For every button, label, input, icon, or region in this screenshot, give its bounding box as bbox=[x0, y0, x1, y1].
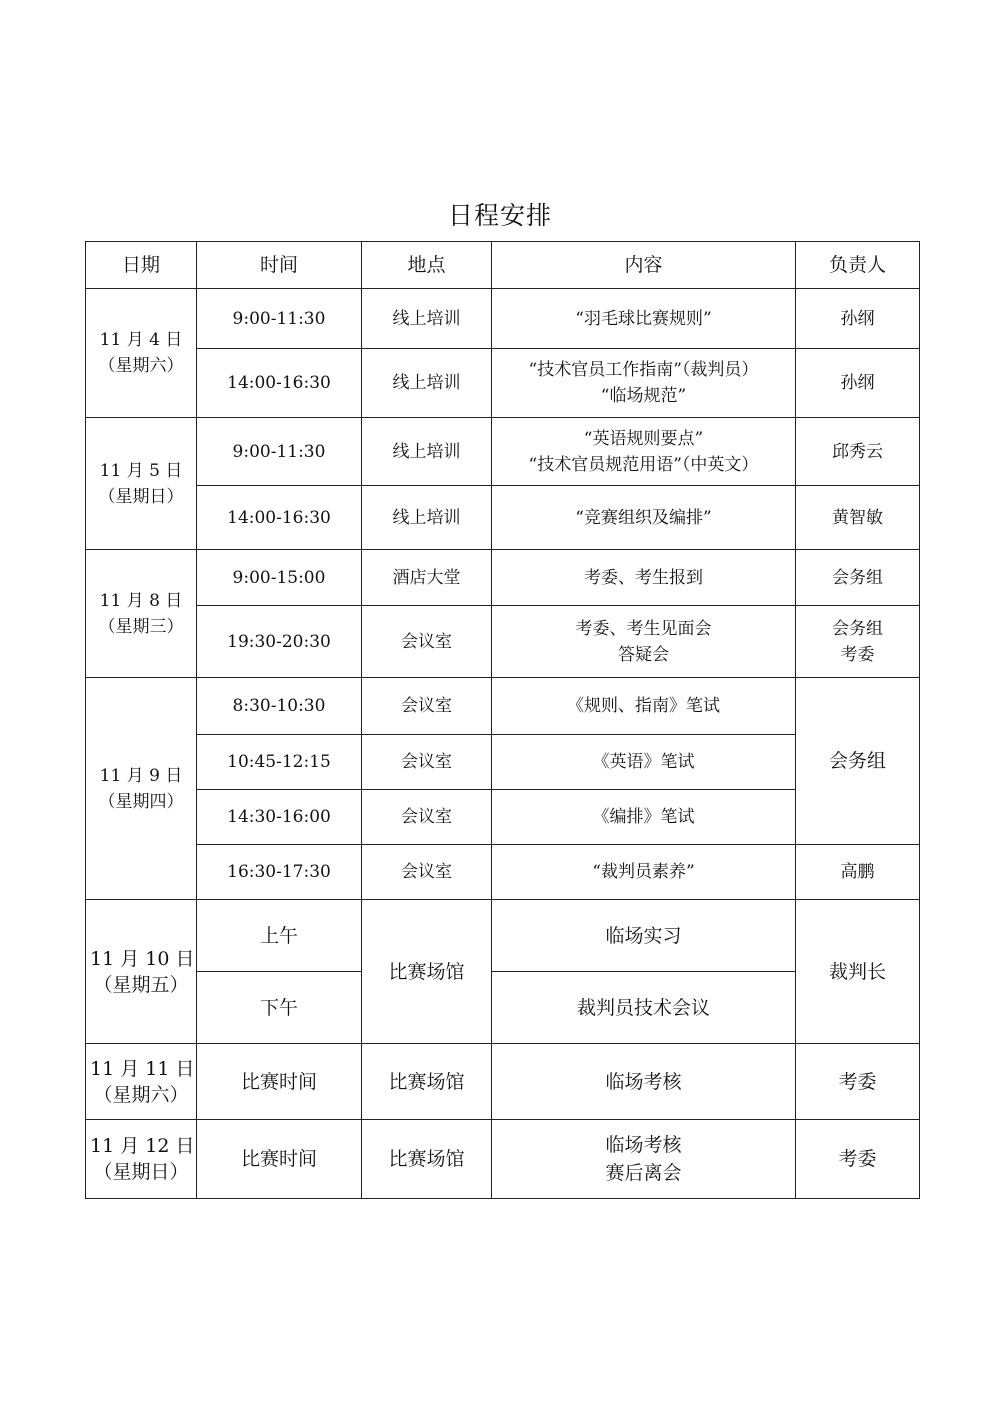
date-label: 11 月 4 日 bbox=[99, 330, 183, 350]
table-row bbox=[86, 790, 920, 845]
place-cell: 会议室 bbox=[362, 678, 492, 735]
table-row bbox=[86, 486, 920, 550]
content-line: “临场规范” bbox=[600, 386, 687, 406]
content-line: 《英语》笔试 bbox=[592, 752, 695, 772]
table-row bbox=[86, 289, 920, 349]
date-label: 11 月 5 日 bbox=[99, 460, 183, 481]
content-cell bbox=[492, 735, 796, 790]
content-cell bbox=[492, 1044, 796, 1120]
table-row bbox=[86, 1044, 920, 1120]
table-row bbox=[86, 349, 920, 418]
person-line: 孙纲 bbox=[840, 373, 875, 393]
date-label: 11 月 11 日 bbox=[90, 1057, 195, 1080]
content-line: 赛后离会 bbox=[605, 1162, 682, 1184]
table-row bbox=[86, 735, 920, 790]
content-line: 《规则、指南》笔试 bbox=[567, 696, 720, 716]
date-cell bbox=[86, 289, 197, 418]
weekday-label: （星期六） bbox=[98, 356, 184, 376]
time-cell: 16:30-17:30 bbox=[197, 845, 362, 900]
content-cell bbox=[492, 606, 796, 678]
person-line: 孙纲 bbox=[840, 308, 875, 329]
place-cell: 会议室 bbox=[362, 606, 492, 678]
content-line: 临场考核 bbox=[605, 1134, 682, 1156]
person-cell bbox=[796, 606, 920, 678]
place-cell: 会议室 bbox=[362, 845, 492, 900]
person-cell bbox=[796, 845, 920, 900]
time-cell: 比赛时间 bbox=[197, 1044, 362, 1120]
content-cell: 临场实习 bbox=[492, 900, 796, 972]
content-line: “羽毛球比赛规则” bbox=[575, 308, 712, 329]
place-cell: 线上培训 bbox=[362, 289, 492, 349]
date-label: 11 月 10 日 bbox=[90, 947, 195, 970]
person-cell bbox=[796, 1120, 920, 1199]
person-line: 会务组 bbox=[832, 618, 883, 639]
content-line: 考委、考生报到 bbox=[584, 567, 703, 588]
content-cell bbox=[492, 550, 796, 606]
time-cell: 14:00-16:30 bbox=[197, 486, 362, 550]
table-row bbox=[86, 550, 920, 606]
date-cell bbox=[86, 1044, 197, 1120]
content-line: “技术官员规范用语”（中英文） bbox=[528, 454, 759, 475]
place-cell: 比赛场馆 bbox=[362, 1044, 492, 1120]
content-cell bbox=[492, 486, 796, 550]
content-cell bbox=[492, 349, 796, 418]
person-cell: 裁判长 bbox=[796, 900, 920, 1044]
table-row bbox=[86, 1120, 920, 1199]
person-line: 考委 bbox=[840, 644, 875, 665]
date-cell bbox=[86, 900, 197, 1044]
date-cell bbox=[86, 418, 197, 550]
table-row bbox=[86, 900, 920, 972]
person-line: 会务组 bbox=[828, 750, 886, 772]
time-cell: 10:45-12:15 bbox=[197, 735, 362, 790]
time-cell: 9:00-15:00 bbox=[197, 550, 362, 606]
table-row bbox=[86, 606, 920, 678]
person-cell bbox=[796, 349, 920, 418]
time-cell: 19:30-20:30 bbox=[197, 606, 362, 678]
place-cell: 比赛场馆 bbox=[362, 900, 492, 1044]
person-line: 考委 bbox=[838, 1070, 877, 1093]
content-cell bbox=[492, 678, 796, 735]
header-content: 内容 bbox=[492, 242, 796, 289]
content-cell bbox=[492, 790, 796, 845]
weekday-label: （星期四） bbox=[98, 791, 184, 812]
content-cell bbox=[492, 1120, 796, 1199]
time-cell: 14:00-16:30 bbox=[197, 349, 362, 418]
content-line: “裁判员素养” bbox=[592, 862, 695, 882]
place-cell: 线上培训 bbox=[362, 349, 492, 418]
person-cell bbox=[796, 550, 920, 606]
date-label: 11 月 9 日 bbox=[99, 765, 183, 786]
table-row bbox=[86, 418, 920, 486]
time-cell: 下午 bbox=[197, 972, 362, 1044]
header-person: 负责人 bbox=[796, 242, 920, 289]
time-cell: 14:30-16:00 bbox=[197, 790, 362, 845]
time-cell: 9:00-11:30 bbox=[197, 289, 362, 349]
content-cell bbox=[492, 289, 796, 349]
weekday-label: （星期日） bbox=[93, 1161, 189, 1183]
person-cell bbox=[796, 418, 920, 486]
time-cell: 9:00-11:30 bbox=[197, 418, 362, 486]
place-cell: 比赛场馆 bbox=[362, 1120, 492, 1199]
header-row bbox=[86, 242, 920, 289]
weekday-label: （星期日） bbox=[98, 486, 184, 507]
content-line: “技术官员工作指南”（裁判员） bbox=[528, 360, 759, 380]
table-row bbox=[86, 972, 920, 1044]
place-cell: 会议室 bbox=[362, 790, 492, 845]
content-cell bbox=[492, 418, 796, 486]
person-line: 考委 bbox=[838, 1148, 877, 1170]
content-line: “竞赛组织及编排” bbox=[575, 507, 712, 528]
date-cell bbox=[86, 1120, 197, 1199]
header-date: 日期 bbox=[86, 242, 197, 289]
schedule-table bbox=[85, 241, 920, 1199]
content-line: 考委、考生见面会 bbox=[575, 618, 712, 639]
content-line: 答疑会 bbox=[618, 644, 669, 665]
header-place: 地点 bbox=[362, 242, 492, 289]
time-cell: 上午 bbox=[197, 900, 362, 972]
time-cell: 比赛时间 bbox=[197, 1120, 362, 1199]
place-cell: 线上培训 bbox=[362, 418, 492, 486]
person-line: 黄智敏 bbox=[832, 507, 883, 528]
weekday-label: （星期三） bbox=[98, 616, 184, 637]
date-label: 11 月 12 日 bbox=[90, 1135, 195, 1157]
content-line: 《编排》笔试 bbox=[592, 807, 695, 827]
weekday-label: （星期六） bbox=[93, 1083, 189, 1106]
person-cell bbox=[796, 289, 920, 349]
place-cell: 酒店大堂 bbox=[362, 550, 492, 606]
person-cell bbox=[796, 1044, 920, 1120]
date-label: 11 月 8 日 bbox=[99, 590, 183, 611]
person-cell bbox=[796, 486, 920, 550]
date-cell bbox=[86, 678, 197, 900]
content-cell: 裁判员技术会议 bbox=[492, 972, 796, 1044]
content-line: “英语规则要点” bbox=[583, 428, 704, 449]
page-title: 日程安排 bbox=[447, 201, 552, 230]
weekday-label: （星期五） bbox=[93, 973, 189, 996]
table-row bbox=[86, 845, 920, 900]
place-cell: 会议室 bbox=[362, 735, 492, 790]
date-cell bbox=[86, 550, 197, 678]
person-line: 会务组 bbox=[832, 567, 883, 588]
content-cell bbox=[492, 845, 796, 900]
place-cell: 线上培训 bbox=[362, 486, 492, 550]
time-cell: 8:30-10:30 bbox=[197, 678, 362, 735]
content-line: 临场考核 bbox=[605, 1070, 682, 1093]
header-time: 时间 bbox=[197, 242, 362, 289]
person-line: 邱秀云 bbox=[832, 441, 883, 462]
table-row bbox=[86, 678, 920, 735]
person-cell bbox=[796, 678, 920, 845]
person-line: 高鹏 bbox=[840, 862, 875, 882]
